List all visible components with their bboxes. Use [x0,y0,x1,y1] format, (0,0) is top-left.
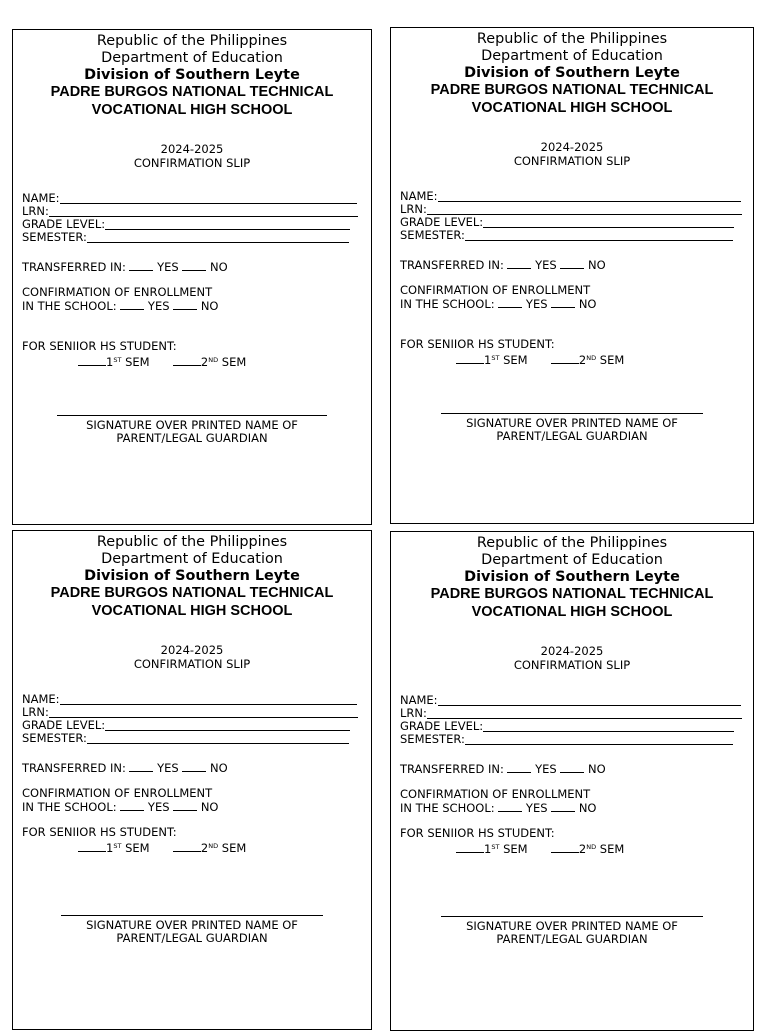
name-field[interactable] [22,693,371,706]
confirmation-no-blank[interactable] [551,297,575,308]
confirmation-no-label: NO [578,801,597,815]
department-heading: Department of Education [101,50,283,66]
department-heading: Department of Education [101,551,283,567]
transferred-yes-label: YES [535,258,557,272]
lrn-label: LRN: [400,202,427,216]
second-sem-number: 2 [578,353,587,367]
second-sem-number: 2 [200,841,209,855]
confirmation-yes-label: YES [147,299,170,313]
transferred-no-label: NO [588,258,606,272]
confirmation-yes-blank[interactable] [498,297,522,308]
school-year: 2024-2025 [540,140,604,154]
transferred-in-row [391,762,753,776]
first-sem-word: SEM [125,355,150,369]
signature-line[interactable] [61,915,323,916]
confirmation-row [400,297,753,311]
semester-blank[interactable] [87,733,349,744]
semester-field[interactable] [400,229,753,242]
second-sem-suffix: ND [208,356,219,364]
second-sem-suffix: ND [586,354,597,362]
signature-block [13,415,371,445]
school-name-line1: PADRE BURGOS NATIONAL TECHNICAL [430,82,714,98]
transferred-yes-blank[interactable] [129,761,153,772]
second-sem-blank[interactable] [551,353,579,364]
semester-label: SEMESTER: [400,732,465,746]
grade-level-label: GRADE LEVEL: [22,718,106,732]
second-sem-suffix: ND [208,842,219,850]
confirmation-yes-label: YES [525,297,548,311]
confirmation-label-line2: IN THE SCHOOL: [400,297,495,311]
school-year: 2024-2025 [540,644,604,658]
senior-hs-label: FOR SENIIOR HS STUDENT: [400,337,555,351]
transferred-yes-blank[interactable] [507,258,531,269]
slip-subtitle [13,643,371,671]
signature-caption-line2: PARENT/LEGAL GUARDIAN [496,429,648,443]
confirmation-no-blank[interactable] [173,800,197,811]
second-sem-number: 2 [578,842,587,856]
semester-choice-row [22,840,371,855]
signature-caption-line1: SIGNATURE OVER PRINTED NAME OF [466,919,678,933]
confirmation-label-line2: IN THE SCHOOL: [400,801,495,815]
student-fields [391,694,753,746]
grade-level-blank[interactable] [105,219,350,230]
first-sem-blank[interactable] [78,355,106,366]
division-heading: Division of Southern Leyte [464,569,680,585]
confirmation-slip-bottom-right [390,531,754,1031]
division-heading: Division of Southern Leyte [84,568,300,584]
signature-block [13,915,371,945]
lrn-label: LRN: [400,706,427,720]
semester-blank[interactable] [87,232,349,243]
school-name-line2: VOCATIONAL HIGH SCHOOL [471,99,673,116]
name-field[interactable] [400,190,753,203]
confirmation-slip-top-left [12,29,372,525]
transferred-no-blank[interactable] [560,762,584,773]
confirmation-no-label: NO [200,800,219,814]
name-field[interactable] [22,192,371,205]
slip-header [391,535,753,621]
name-blank[interactable] [60,193,357,204]
slip-header [13,33,371,119]
school-year: 2024-2025 [160,643,224,657]
second-sem-word: SEM [221,355,247,369]
confirmation-label-line1: CONFIRMATION OF ENROLLMENT [22,285,213,299]
transferred-yes-blank[interactable] [129,260,153,271]
signature-line[interactable] [441,916,703,917]
confirmation-row [400,801,753,815]
second-sem-word: SEM [599,842,625,856]
slip-header [13,534,371,620]
signature-caption-line1: SIGNATURE OVER PRINTED NAME OF [86,418,298,432]
semester-field[interactable] [400,733,753,746]
transferred-yes-label: YES [535,762,557,776]
confirmation-row [22,299,371,313]
division-heading: Division of Southern Leyte [84,67,300,83]
name-blank[interactable] [438,695,741,706]
senior-hs-block [13,340,371,369]
confirmation-no-label: NO [200,299,219,313]
confirmation-yes-label: YES [147,800,170,814]
confirmation-label-line1: CONFIRMATION OF ENROLLMENT [400,283,591,297]
lrn-blank[interactable] [49,206,358,217]
confirmation-block [391,284,753,311]
confirmation-row [22,800,371,814]
confirmation-no-blank[interactable] [173,299,197,310]
republic-heading: Republic of the Philippines [96,33,288,49]
senior-hs-label: FOR SENIIOR HS STUDENT: [400,826,555,840]
lrn-label: LRN: [22,204,49,218]
name-blank[interactable] [60,694,357,705]
grade-level-label: GRADE LEVEL: [22,217,106,231]
student-fields [13,192,371,244]
first-sem-number: 1 [106,355,114,369]
semester-choice-row [400,841,753,856]
second-sem-blank[interactable] [173,841,201,852]
confirmation-block [391,788,753,815]
semester-field[interactable] [22,732,371,745]
slip-subtitle [391,644,753,672]
school-name-line1: PADRE BURGOS NATIONAL TECHNICAL [50,585,334,601]
confirmation-no-label: NO [578,297,597,311]
slip-subtitle [13,142,371,170]
slip-subtitle [391,140,753,168]
transferred-yes-label: YES [157,260,179,274]
slip-title: CONFIRMATION SLIP [133,657,251,671]
lrn-blank[interactable] [49,707,358,718]
school-name-line2: VOCATIONAL HIGH SCHOOL [91,602,293,619]
semester-label: SEMESTER: [400,228,465,242]
signature-caption-line2: PARENT/LEGAL GUARDIAN [116,931,268,945]
lrn-blank[interactable] [427,204,742,215]
signature-block [391,413,753,443]
transferred-yes-blank[interactable] [507,762,531,773]
first-sem-word: SEM [125,841,150,855]
republic-heading: Republic of the Philippines [96,534,288,550]
second-sem-word: SEM [599,353,625,367]
name-label: NAME: [22,191,60,205]
senior-hs-label: FOR SENIIOR HS STUDENT: [22,825,177,839]
division-heading: Division of Southern Leyte [464,65,680,81]
transferred-no-label: NO [210,761,228,775]
signature-caption-line1: SIGNATURE OVER PRINTED NAME OF [466,416,678,430]
grade-level-label: GRADE LEVEL: [400,215,484,229]
transferred-in-label: TRANSFERRED IN: [400,762,504,776]
confirmation-label-line2: IN THE SCHOOL: [22,299,117,313]
name-label: NAME: [22,692,60,706]
transferred-yes-label: YES [157,761,179,775]
transferred-in-row [13,260,371,274]
semester-label: SEMESTER: [22,230,87,244]
confirmation-block [13,787,371,814]
school-year: 2024-2025 [160,142,224,156]
senior-hs-block [13,826,371,855]
grade-level-blank[interactable] [483,721,734,732]
confirmation-label-line1: CONFIRMATION OF ENROLLMENT [400,787,591,801]
school-name-line2: VOCATIONAL HIGH SCHOOL [91,101,293,118]
grade-level-blank[interactable] [105,720,350,731]
student-fields [391,190,753,242]
slip-title: CONFIRMATION SLIP [133,156,251,170]
semester-choice-row [22,354,371,369]
second-sem-word: SEM [221,841,247,855]
semester-label: SEMESTER: [22,731,87,745]
transferred-no-blank[interactable] [182,761,206,772]
republic-heading: Republic of the Philippines [476,31,668,47]
confirmation-yes-blank[interactable] [120,299,144,310]
lrn-blank[interactable] [427,708,742,719]
transferred-no-blank[interactable] [182,260,206,271]
lrn-label: LRN: [22,705,49,719]
slip-header [391,31,753,117]
school-name-line1: PADRE BURGOS NATIONAL TECHNICAL [430,586,714,602]
transferred-no-label: NO [210,260,228,274]
signature-caption-line1: SIGNATURE OVER PRINTED NAME OF [86,918,298,932]
confirmation-slip-bottom-left [12,530,372,1030]
confirmation-slip-top-right [390,27,754,524]
second-sem-blank[interactable] [551,842,579,853]
signature-line[interactable] [441,413,703,414]
first-sem-suffix: ST [113,356,122,364]
semester-blank[interactable] [465,230,733,241]
first-sem-number: 1 [484,842,492,856]
semester-choice-row [400,352,753,367]
confirmation-label-line1: CONFIRMATION OF ENROLLMENT [22,786,213,800]
first-sem-blank[interactable] [456,353,484,364]
department-heading: Department of Education [481,552,663,568]
name-blank[interactable] [438,191,741,202]
first-sem-blank[interactable] [78,841,106,852]
second-sem-blank[interactable] [173,355,201,366]
first-sem-suffix: ST [491,843,500,851]
first-sem-word: SEM [503,842,528,856]
name-field[interactable] [400,694,753,707]
first-sem-suffix: ST [491,354,500,362]
confirmation-yes-blank[interactable] [498,801,522,812]
semester-field[interactable] [22,231,371,244]
transferred-in-label: TRANSFERRED IN: [22,761,126,775]
confirmation-yes-blank[interactable] [120,800,144,811]
grade-level-label: GRADE LEVEL: [400,719,484,733]
name-label: NAME: [400,693,438,707]
confirmation-block [13,286,371,313]
second-sem-number: 2 [200,355,209,369]
transferred-no-label: NO [588,762,606,776]
school-name-line1: PADRE BURGOS NATIONAL TECHNICAL [50,84,334,100]
transferred-in-row [391,258,753,272]
transferred-in-row [13,761,371,775]
signature-block [391,916,753,946]
confirmation-yes-label: YES [525,801,548,815]
slip-title: CONFIRMATION SLIP [513,154,631,168]
first-sem-word: SEM [503,353,528,367]
slip-title: CONFIRMATION SLIP [513,658,631,672]
department-heading: Department of Education [481,48,663,64]
transferred-in-label: TRANSFERRED IN: [22,260,126,274]
republic-heading: Republic of the Philippines [476,535,668,551]
grade-level-blank[interactable] [483,217,734,228]
transferred-in-label: TRANSFERRED IN: [400,258,504,272]
name-label: NAME: [400,189,438,203]
semester-blank[interactable] [465,734,733,745]
second-sem-suffix: ND [586,843,597,851]
first-sem-number: 1 [484,353,492,367]
signature-caption-line2: PARENT/LEGAL GUARDIAN [496,932,648,946]
first-sem-number: 1 [106,841,114,855]
transferred-no-blank[interactable] [560,258,584,269]
student-fields [13,693,371,745]
senior-hs-label: FOR SENIIOR HS STUDENT: [22,339,177,353]
signature-line[interactable] [57,415,327,416]
first-sem-suffix: ST [113,842,122,850]
school-name-line2: VOCATIONAL HIGH SCHOOL [471,603,673,620]
senior-hs-block [391,827,753,856]
confirmation-no-blank[interactable] [551,801,575,812]
senior-hs-block [391,338,753,367]
first-sem-blank[interactable] [456,842,484,853]
signature-caption-line2: PARENT/LEGAL GUARDIAN [116,431,268,445]
confirmation-label-line2: IN THE SCHOOL: [22,800,117,814]
